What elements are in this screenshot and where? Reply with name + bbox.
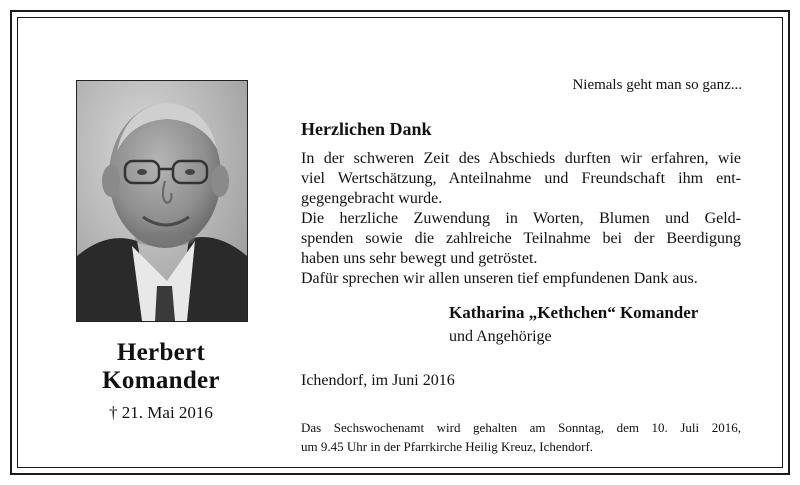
death-date-line <box>76 403 246 423</box>
motto: Niemals geht man so ganz... <box>572 77 742 93</box>
death-date: 21. Mai 2016 <box>121 403 213 422</box>
body-line: Die herzliche Zuwendung in Worten, Blumen und Geld- <box>301 210 741 227</box>
deceased-last-name: Komander <box>102 367 220 394</box>
cross-icon: † <box>109 403 118 422</box>
body-line: spenden sowie die zahlreiche Teilnahme bei der Beerdigung <box>301 230 741 247</box>
signer-name: Katharina „Kethchen“ Komander <box>449 303 699 322</box>
body-line: viel Wertschätzung, Anteilnahme und Freundschaft ihm ent- <box>301 170 741 187</box>
relatives: und Angehörige <box>449 328 552 345</box>
thank-you-text <box>301 149 741 289</box>
deceased-first-name: Herbert <box>116 339 206 366</box>
mass-notice <box>301 418 741 456</box>
body-line: In der schweren Zeit des Abschieds durften wir erfahren, wie <box>301 150 741 167</box>
body-line: haben uns sehr bewegt und getröstet. <box>301 250 538 267</box>
place-date: Ichendorf, im Juni 2016 <box>301 372 455 389</box>
body-line: gegengebracht wurde. <box>301 190 443 207</box>
body-line: Dafür sprechen wir allen unseren tief empfundenen Dank aus. <box>301 270 698 287</box>
notice-line: um 9.45 Uhr in der Pfarrkirche Heilig Kreuz, Ichendorf. <box>301 439 594 454</box>
portrait-photo <box>76 80 248 322</box>
heading: Herzlichen Dank <box>301 119 432 139</box>
notice-line: Das Sechswochenamt wird gehalten am Sonntag, dem 10. Juli 2016, <box>301 420 741 435</box>
